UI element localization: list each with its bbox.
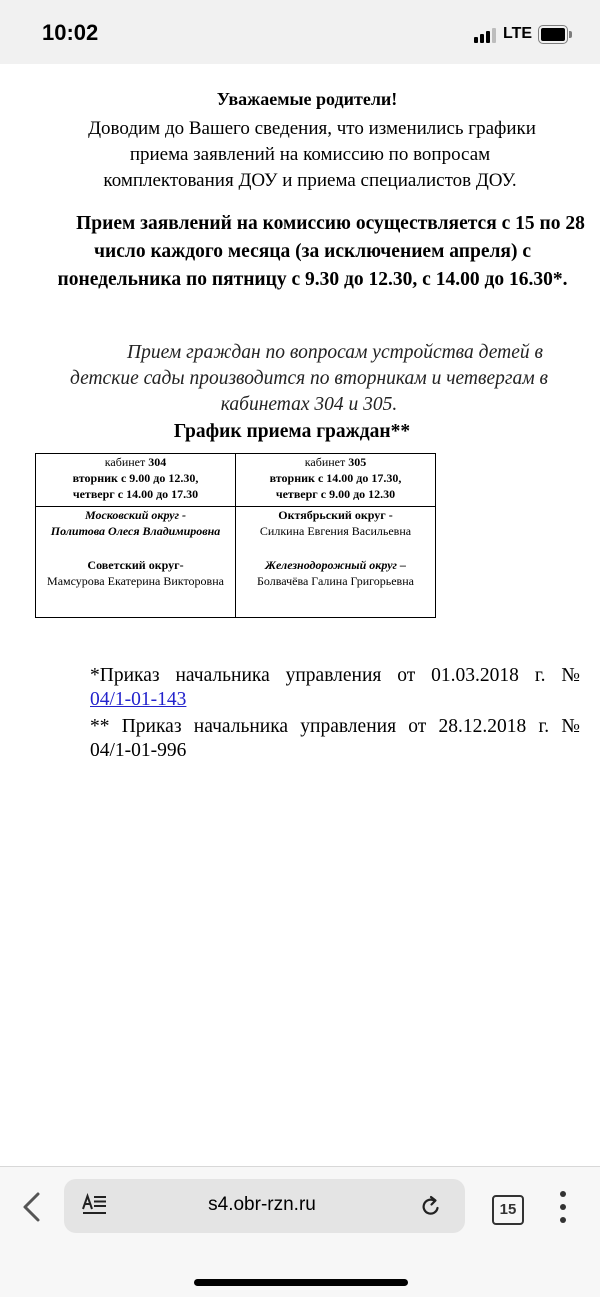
district-name: Октябрьский округ - bbox=[278, 508, 393, 522]
address-bar[interactable] bbox=[64, 1179, 465, 1233]
browser-toolbar bbox=[0, 1166, 600, 1297]
room-hours: четверг с 9.00 до 12.30 bbox=[275, 487, 396, 501]
table-row bbox=[36, 454, 436, 507]
network-label: LTE bbox=[503, 25, 533, 42]
tabs-button[interactable]: 15 bbox=[492, 1195, 524, 1225]
room-305-staff bbox=[236, 507, 436, 618]
more-icon[interactable] bbox=[556, 1191, 570, 1225]
schedule-table bbox=[35, 453, 436, 618]
specialist-name: Болвачёва Галина Григорьевна bbox=[257, 574, 414, 588]
room-number: 304 bbox=[148, 455, 167, 469]
reload-icon[interactable] bbox=[420, 1194, 442, 1218]
footnote-2: ** Приказ начальника управления от 28.12.2018 г. № bbox=[90, 716, 580, 737]
specialist-name: Политова Олеся Владимировна bbox=[50, 524, 221, 538]
footnote-2-number: 04/1-01-996 bbox=[90, 740, 187, 761]
room-label: кабинет bbox=[304, 455, 346, 469]
intro-paragraph: Доводим до Вашего сведения, что изменились графики приема заявлений на комиссию по вопросам комплектования ДОУ и приема специалистов ДОУ. bbox=[88, 118, 536, 191]
footnote-1: *Приказ начальника управления от 01.03.2018 г. № bbox=[90, 665, 580, 686]
greeting-heading: Уважаемые родители! bbox=[216, 89, 398, 109]
room-304-header bbox=[36, 454, 236, 507]
room-number: 305 bbox=[348, 455, 367, 469]
table-row bbox=[36, 507, 436, 618]
room-hours: вторник с 9.00 до 12.30, bbox=[72, 471, 199, 485]
district-name: Советский округ- bbox=[87, 558, 184, 572]
back-button[interactable] bbox=[18, 1191, 46, 1223]
footnote-1-link[interactable]: 04/1-01-143 bbox=[90, 689, 187, 710]
applications-paragraph: Прием заявлений на комиссию осуществляется с 15 по 28 число каждого месяца (за исключением апреля) с понедельника по пятницу с 9.30 до 12.30, с 14.00 до 16.30*. bbox=[57, 213, 585, 290]
battery-icon bbox=[538, 25, 572, 44]
room-hours: вторник с 14.00 до 17.30, bbox=[269, 471, 402, 485]
signal-icon bbox=[474, 27, 498, 43]
status-bar bbox=[0, 0, 600, 64]
district-name: Московский округ - bbox=[84, 508, 187, 522]
specialist-name: Силкина Евгения Васильевна bbox=[259, 524, 412, 538]
room-hours: четверг с 14.00 до 17.30 bbox=[72, 487, 199, 501]
room-305-header bbox=[236, 454, 436, 507]
specialist-name: Мамсурова Екатерина Викторовна bbox=[47, 574, 224, 588]
back-icon bbox=[18, 1191, 46, 1223]
room-label: кабинет bbox=[104, 455, 146, 469]
status-time: 10:02 bbox=[42, 20, 99, 45]
citizens-paragraph: Прием граждан по вопросам устройства детей в детские сады производится по вторникам и четвергам в кабинетах 304 и 305. bbox=[69, 342, 549, 415]
url-text: s4.obr-rzn.ru bbox=[208, 1194, 316, 1215]
schedule-title: График приема граждан** bbox=[173, 421, 411, 442]
home-indicator bbox=[194, 1279, 408, 1286]
room-304-staff bbox=[36, 507, 236, 618]
district-name: Железнодорожный округ – bbox=[265, 558, 406, 572]
